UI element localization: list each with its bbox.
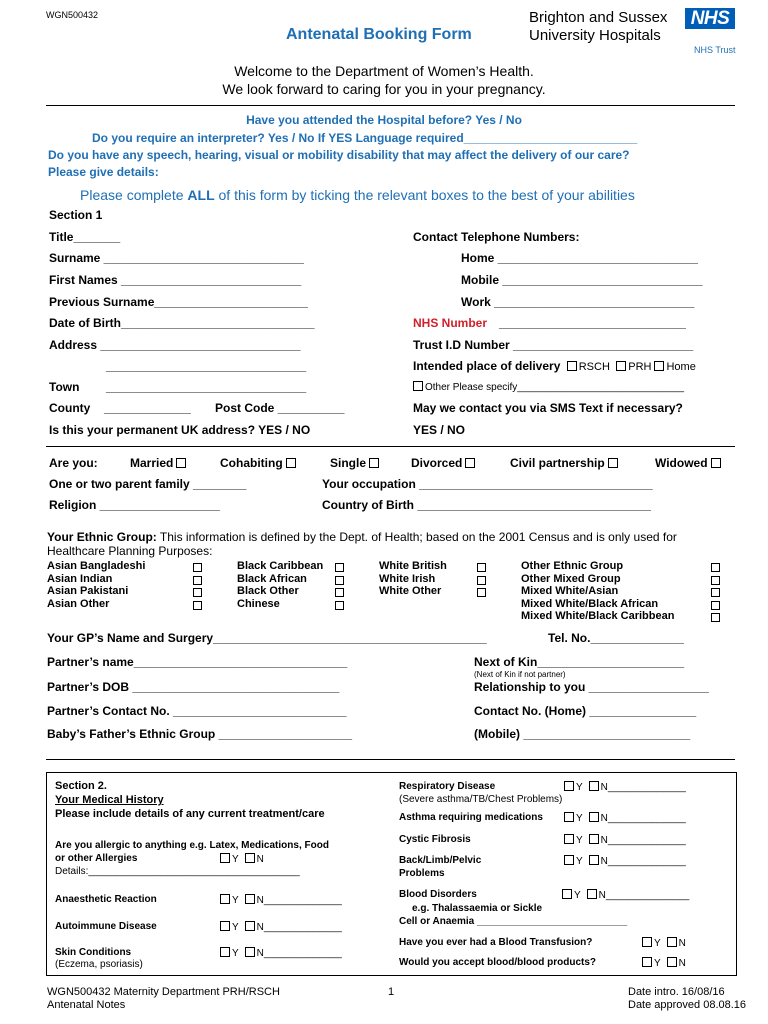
married-option[interactable]: Married bbox=[130, 456, 188, 470]
ethnic-option-checkbox[interactable] bbox=[335, 563, 344, 572]
previous-surname-field[interactable]: Previous Surname_______________________ bbox=[49, 295, 308, 309]
married-checkbox[interactable] bbox=[176, 458, 186, 468]
divider bbox=[46, 759, 735, 760]
ethnic-option-label: Black African bbox=[237, 572, 307, 585]
section2-subheading: Your Medical History bbox=[55, 794, 164, 806]
ethnic-option-label: White Irish bbox=[379, 572, 436, 585]
allergy-yes-checkbox[interactable] bbox=[220, 853, 230, 863]
divorced-checkbox[interactable] bbox=[465, 458, 475, 468]
ethnic-option-checkbox[interactable] bbox=[335, 601, 344, 610]
anaesthetic-no-checkbox[interactable] bbox=[245, 894, 255, 904]
asthma-meds-label: Asthma requiring medications bbox=[399, 812, 543, 823]
single-checkbox[interactable] bbox=[369, 458, 379, 468]
ethnic-option-checkbox[interactable] bbox=[335, 588, 344, 597]
cohabiting-checkbox[interactable] bbox=[286, 458, 296, 468]
section1-heading: Section 1 bbox=[49, 208, 103, 222]
work-phone-field[interactable]: Work ______________________________ bbox=[461, 295, 695, 309]
widowed-checkbox[interactable] bbox=[711, 458, 721, 468]
back-no-checkbox[interactable] bbox=[589, 855, 599, 865]
blood-label: Blood Disorders bbox=[399, 889, 477, 900]
single-option[interactable]: Single bbox=[330, 456, 381, 470]
transfusion-no-checkbox[interactable] bbox=[667, 937, 677, 947]
contact-home-field[interactable]: Contact No. (Home) ________________ bbox=[474, 704, 697, 718]
civil-checkbox[interactable] bbox=[608, 458, 618, 468]
ethnic-option-checkbox[interactable] bbox=[711, 588, 720, 597]
trust-name-line1: Brighton and Sussex bbox=[529, 9, 668, 26]
skin-note: (Eczema, psoriasis) bbox=[55, 959, 143, 970]
back-label-line2: Problems bbox=[399, 868, 445, 879]
nhs-number-label: NHS Number bbox=[413, 316, 488, 330]
baby-father-ethnic-field[interactable]: Baby’s Father’s Ethnic Group ____________________ bbox=[47, 727, 353, 741]
date-intro: Date intro. 16/08/16 bbox=[628, 986, 725, 998]
asthma-no-checkbox[interactable] bbox=[589, 812, 599, 822]
surname-field[interactable]: Surname ______________________________ bbox=[49, 251, 304, 265]
ethnic-option-label: Black Caribbean bbox=[237, 560, 324, 572]
back-yes-checkbox[interactable] bbox=[564, 855, 574, 865]
widowed-option[interactable]: Widowed bbox=[655, 456, 723, 470]
contact-mobile-field[interactable]: (Mobile) _________________________ bbox=[474, 727, 691, 741]
skin-yes-checkbox[interactable] bbox=[220, 947, 230, 957]
ethnic-option-label: Black Other bbox=[237, 585, 299, 597]
transfusion-label: Have you ever had a Blood Transfusion? bbox=[399, 937, 593, 948]
other-specify: Other Please specify______________________________ bbox=[413, 381, 684, 393]
ethnic-intro: Your Ethnic Group: This information is defined by the Dept. of Health; based on the 2001 Census and is only used for bbox=[47, 530, 677, 544]
allergy-details[interactable]: Details:______________________________________ bbox=[55, 866, 300, 877]
anaesthetic-yn[interactable]: Y N______________ bbox=[217, 894, 342, 906]
autoimmune-label: Autoimmune Disease bbox=[55, 921, 157, 932]
rsch-checkbox[interactable] bbox=[567, 361, 577, 371]
ethnic-option-label: Asian Other bbox=[47, 597, 110, 610]
back-yn[interactable]: Y N______________ bbox=[561, 855, 686, 867]
ethnic-option-checkbox[interactable] bbox=[477, 588, 486, 597]
ethnic-option-checkbox[interactable] bbox=[335, 576, 344, 585]
allergy-question-line2: or other Allergies bbox=[55, 853, 138, 864]
next-of-kin-note: (Next of Kin if not partner) bbox=[474, 670, 566, 679]
page-number: 1 bbox=[388, 986, 395, 998]
cohabiting-option[interactable]: Cohabiting bbox=[220, 456, 298, 470]
partner-contact-field[interactable]: Partner’s Contact No. __________________________ bbox=[47, 704, 347, 718]
town-label: Town bbox=[49, 380, 80, 394]
address-field[interactable]: Address ______________________________ bbox=[49, 338, 301, 352]
question-details: Please give details: bbox=[48, 165, 159, 179]
accept-no-checkbox[interactable] bbox=[667, 957, 677, 967]
home-phone-field[interactable]: Home ______________________________ bbox=[461, 251, 698, 265]
divider bbox=[46, 105, 735, 106]
country-birth-field[interactable]: Country of Birth ___________________________________ bbox=[322, 498, 651, 512]
respiratory-label: Respiratory Disease bbox=[399, 781, 496, 792]
county-label: County bbox=[49, 401, 91, 415]
place-of-delivery: Intended place of delivery RSCH PRH Home bbox=[413, 359, 696, 373]
footer-notes: Antenatal Notes bbox=[47, 999, 126, 1011]
anaesthetic-yes-checkbox[interactable] bbox=[220, 894, 230, 904]
respiratory-yn[interactable]: Y N______________ bbox=[561, 781, 686, 793]
religion-field[interactable]: Religion __________________ bbox=[49, 498, 220, 512]
ethnic-option-label: Mixed White/Black African bbox=[521, 597, 659, 610]
partner-dob-field[interactable]: Partner’s DOB _______________________________ bbox=[47, 680, 340, 694]
ethnic-option-checkbox[interactable] bbox=[477, 576, 486, 585]
question-attended: Have you attended the Hospital before? Yes / No bbox=[246, 113, 522, 127]
autoimmune-yes-checkbox[interactable] bbox=[220, 921, 230, 931]
permanent-address-question[interactable]: Is this your permanent UK address? YES / NO bbox=[49, 423, 311, 437]
cystic-yes-checkbox[interactable] bbox=[564, 834, 574, 844]
title-field[interactable]: Title_______ bbox=[49, 230, 121, 244]
nhs-logo: NHS bbox=[685, 8, 735, 29]
divorced-option[interactable]: Divorced bbox=[411, 456, 477, 470]
back-label: Back/Limb/Pelvic bbox=[399, 855, 482, 866]
allergy-question: Are you allergic to anything e.g. Latex, Medications, Food bbox=[55, 840, 329, 851]
first-names-field[interactable]: First Names ___________________________ bbox=[49, 273, 302, 287]
accept-blood-yn[interactable]: Y N bbox=[639, 957, 686, 969]
gp-field[interactable]: Your GP’s Name and Surgery_________________________________________ bbox=[47, 631, 487, 645]
asthma-yes-checkbox[interactable] bbox=[564, 812, 574, 822]
accept-yes-checkbox[interactable] bbox=[642, 957, 652, 967]
welcome-line1: Welcome to the Department of Women’s Health. bbox=[234, 63, 534, 79]
ethnic-option-checkbox[interactable] bbox=[193, 588, 202, 597]
town-field[interactable]: ______________________________ bbox=[106, 380, 307, 394]
skin-label: Skin Conditions bbox=[55, 947, 132, 958]
ethnic-option-label: Chinese bbox=[237, 597, 280, 610]
ethnic-option-label: Mixed White/Black Caribbean bbox=[521, 610, 675, 622]
section2-instruction: Please include details of any current treatment/care bbox=[55, 808, 325, 820]
skin-yn[interactable]: Y N______________ bbox=[217, 947, 342, 959]
ethnic-option-label: Mixed White/Asian bbox=[521, 585, 619, 597]
welcome-line2: We look forward to caring for you in your pregnancy. bbox=[222, 81, 546, 97]
ethnic-option-label: White Other bbox=[379, 585, 442, 597]
allergy-yn[interactable]: Y N bbox=[217, 853, 264, 865]
ethnic-option-checkbox[interactable] bbox=[193, 576, 202, 585]
question-interpreter: Do you require an interpreter? Yes / No If YES Language required__________________________ bbox=[92, 131, 638, 145]
transfusion-yes-checkbox[interactable] bbox=[642, 937, 652, 947]
form-id: WGN500432 bbox=[46, 10, 99, 20]
cystic-label: Cystic Fibrosis bbox=[399, 834, 471, 845]
dob-field[interactable]: Date of Birth_____________________________ bbox=[49, 316, 315, 330]
county-field[interactable]: _____________ bbox=[104, 401, 191, 415]
respiratory-no-checkbox[interactable] bbox=[589, 781, 599, 791]
next-of-kin-field[interactable]: Next of Kin______________________ bbox=[474, 655, 685, 669]
blood-label-line3[interactable]: Cell or Anaemia ___________________________ bbox=[399, 916, 628, 927]
other-delivery-checkbox[interactable] bbox=[413, 381, 423, 391]
trust-name-line2: University Hospitals bbox=[529, 27, 661, 44]
contact-heading: Contact Telephone Numbers: bbox=[413, 230, 580, 244]
autoimmune-yn[interactable]: Y N______________ bbox=[217, 921, 342, 933]
accept-blood-label: Would you accept blood/blood products? bbox=[399, 957, 597, 968]
ethnic-option-label: Asian Indian bbox=[47, 572, 113, 585]
ethnic-option-label: Asian Bangladeshi bbox=[47, 560, 146, 572]
sms-answer[interactable]: YES / NO bbox=[413, 423, 466, 437]
sms-question: May we contact you via SMS Text if necessary? bbox=[413, 401, 683, 415]
partner-name-field[interactable]: Partner’s name________________________________ bbox=[47, 655, 348, 669]
ethnic-option-checkbox[interactable] bbox=[711, 601, 720, 610]
footer-id: WGN500432 Maternity Department PRH/RSCH bbox=[47, 986, 280, 998]
divider bbox=[46, 446, 735, 447]
home-delivery-checkbox[interactable] bbox=[654, 361, 664, 371]
mobile-phone-field[interactable]: Mobile ______________________________ bbox=[461, 273, 703, 287]
anaesthetic-label: Anaesthetic Reaction bbox=[55, 894, 157, 905]
trust-id-field[interactable]: Trust I.D Number ___________________________ bbox=[413, 338, 694, 352]
occupation-field[interactable]: Your occupation ___________________________________ bbox=[322, 477, 653, 491]
respiratory-note: (Severe asthma/TB/Chest Problems) bbox=[399, 794, 563, 805]
ethnic-option-checkbox[interactable] bbox=[711, 576, 720, 585]
parent-family-field[interactable]: One or two parent family ________ bbox=[49, 477, 247, 491]
asthma-yn[interactable]: Y N______________ bbox=[561, 812, 686, 824]
transfusion-yn[interactable]: Y N bbox=[639, 937, 686, 949]
address-line2[interactable]: ______________________________ bbox=[106, 359, 307, 373]
ethnic-intro-line2: Healthcare Planning Purposes: bbox=[47, 544, 213, 558]
blood-yn[interactable]: Y N_______________ bbox=[559, 889, 689, 901]
blood-yes-checkbox[interactable] bbox=[562, 889, 572, 899]
section2-heading: Section 2. bbox=[55, 780, 107, 792]
ethnic-option-checkbox[interactable] bbox=[193, 601, 202, 610]
date-approved: Date approved 08.08.16 bbox=[628, 999, 747, 1011]
skin-no-checkbox[interactable] bbox=[245, 947, 255, 957]
ethnic-option-checkbox[interactable] bbox=[711, 563, 720, 572]
are-you-label: Are you: bbox=[49, 456, 98, 470]
autoimmune-no-checkbox[interactable] bbox=[245, 921, 255, 931]
ethnic-option-checkbox[interactable] bbox=[193, 563, 202, 572]
blood-label-line2: e.g. Thalassaemia or Sickle bbox=[412, 903, 543, 914]
prh-checkbox[interactable] bbox=[616, 361, 626, 371]
cystic-no-checkbox[interactable] bbox=[589, 834, 599, 844]
ethnic-option-checkbox[interactable] bbox=[711, 613, 720, 622]
relationship-field[interactable]: Relationship to you __________________ bbox=[474, 680, 709, 694]
ethnic-option-checkbox[interactable] bbox=[477, 563, 486, 572]
cystic-yn[interactable]: Y N______________ bbox=[561, 834, 686, 846]
instruction-text: Please complete ALL of this form by ticking the relevant boxes to the best of your abilities bbox=[80, 187, 635, 203]
ethnic-option-label: Other Ethnic Group bbox=[521, 560, 624, 572]
civil-option[interactable]: Civil partnership bbox=[510, 456, 620, 470]
blood-no-checkbox[interactable] bbox=[587, 889, 597, 899]
ethnic-option-label: Other Mixed Group bbox=[521, 572, 621, 585]
allergy-no-checkbox[interactable] bbox=[245, 853, 255, 863]
question-disability: Do you have any speech, hearing, visual or mobility disability that may affect the delivery of our care? bbox=[48, 148, 630, 162]
respiratory-yes-checkbox[interactable] bbox=[564, 781, 574, 791]
ethnic-option-label: White British bbox=[379, 560, 447, 572]
ethnic-option-label: Asian Pakistani bbox=[47, 585, 129, 597]
nhs-trust-label: NHS Trust bbox=[694, 45, 736, 55]
nhs-number-field[interactable]: ____________________________ bbox=[499, 316, 686, 330]
gp-tel-field[interactable]: Tel. No.______________ bbox=[548, 631, 684, 645]
form-title: Antenatal Booking Form bbox=[286, 26, 472, 43]
post-code-field[interactable]: Post Code __________ bbox=[215, 401, 345, 415]
